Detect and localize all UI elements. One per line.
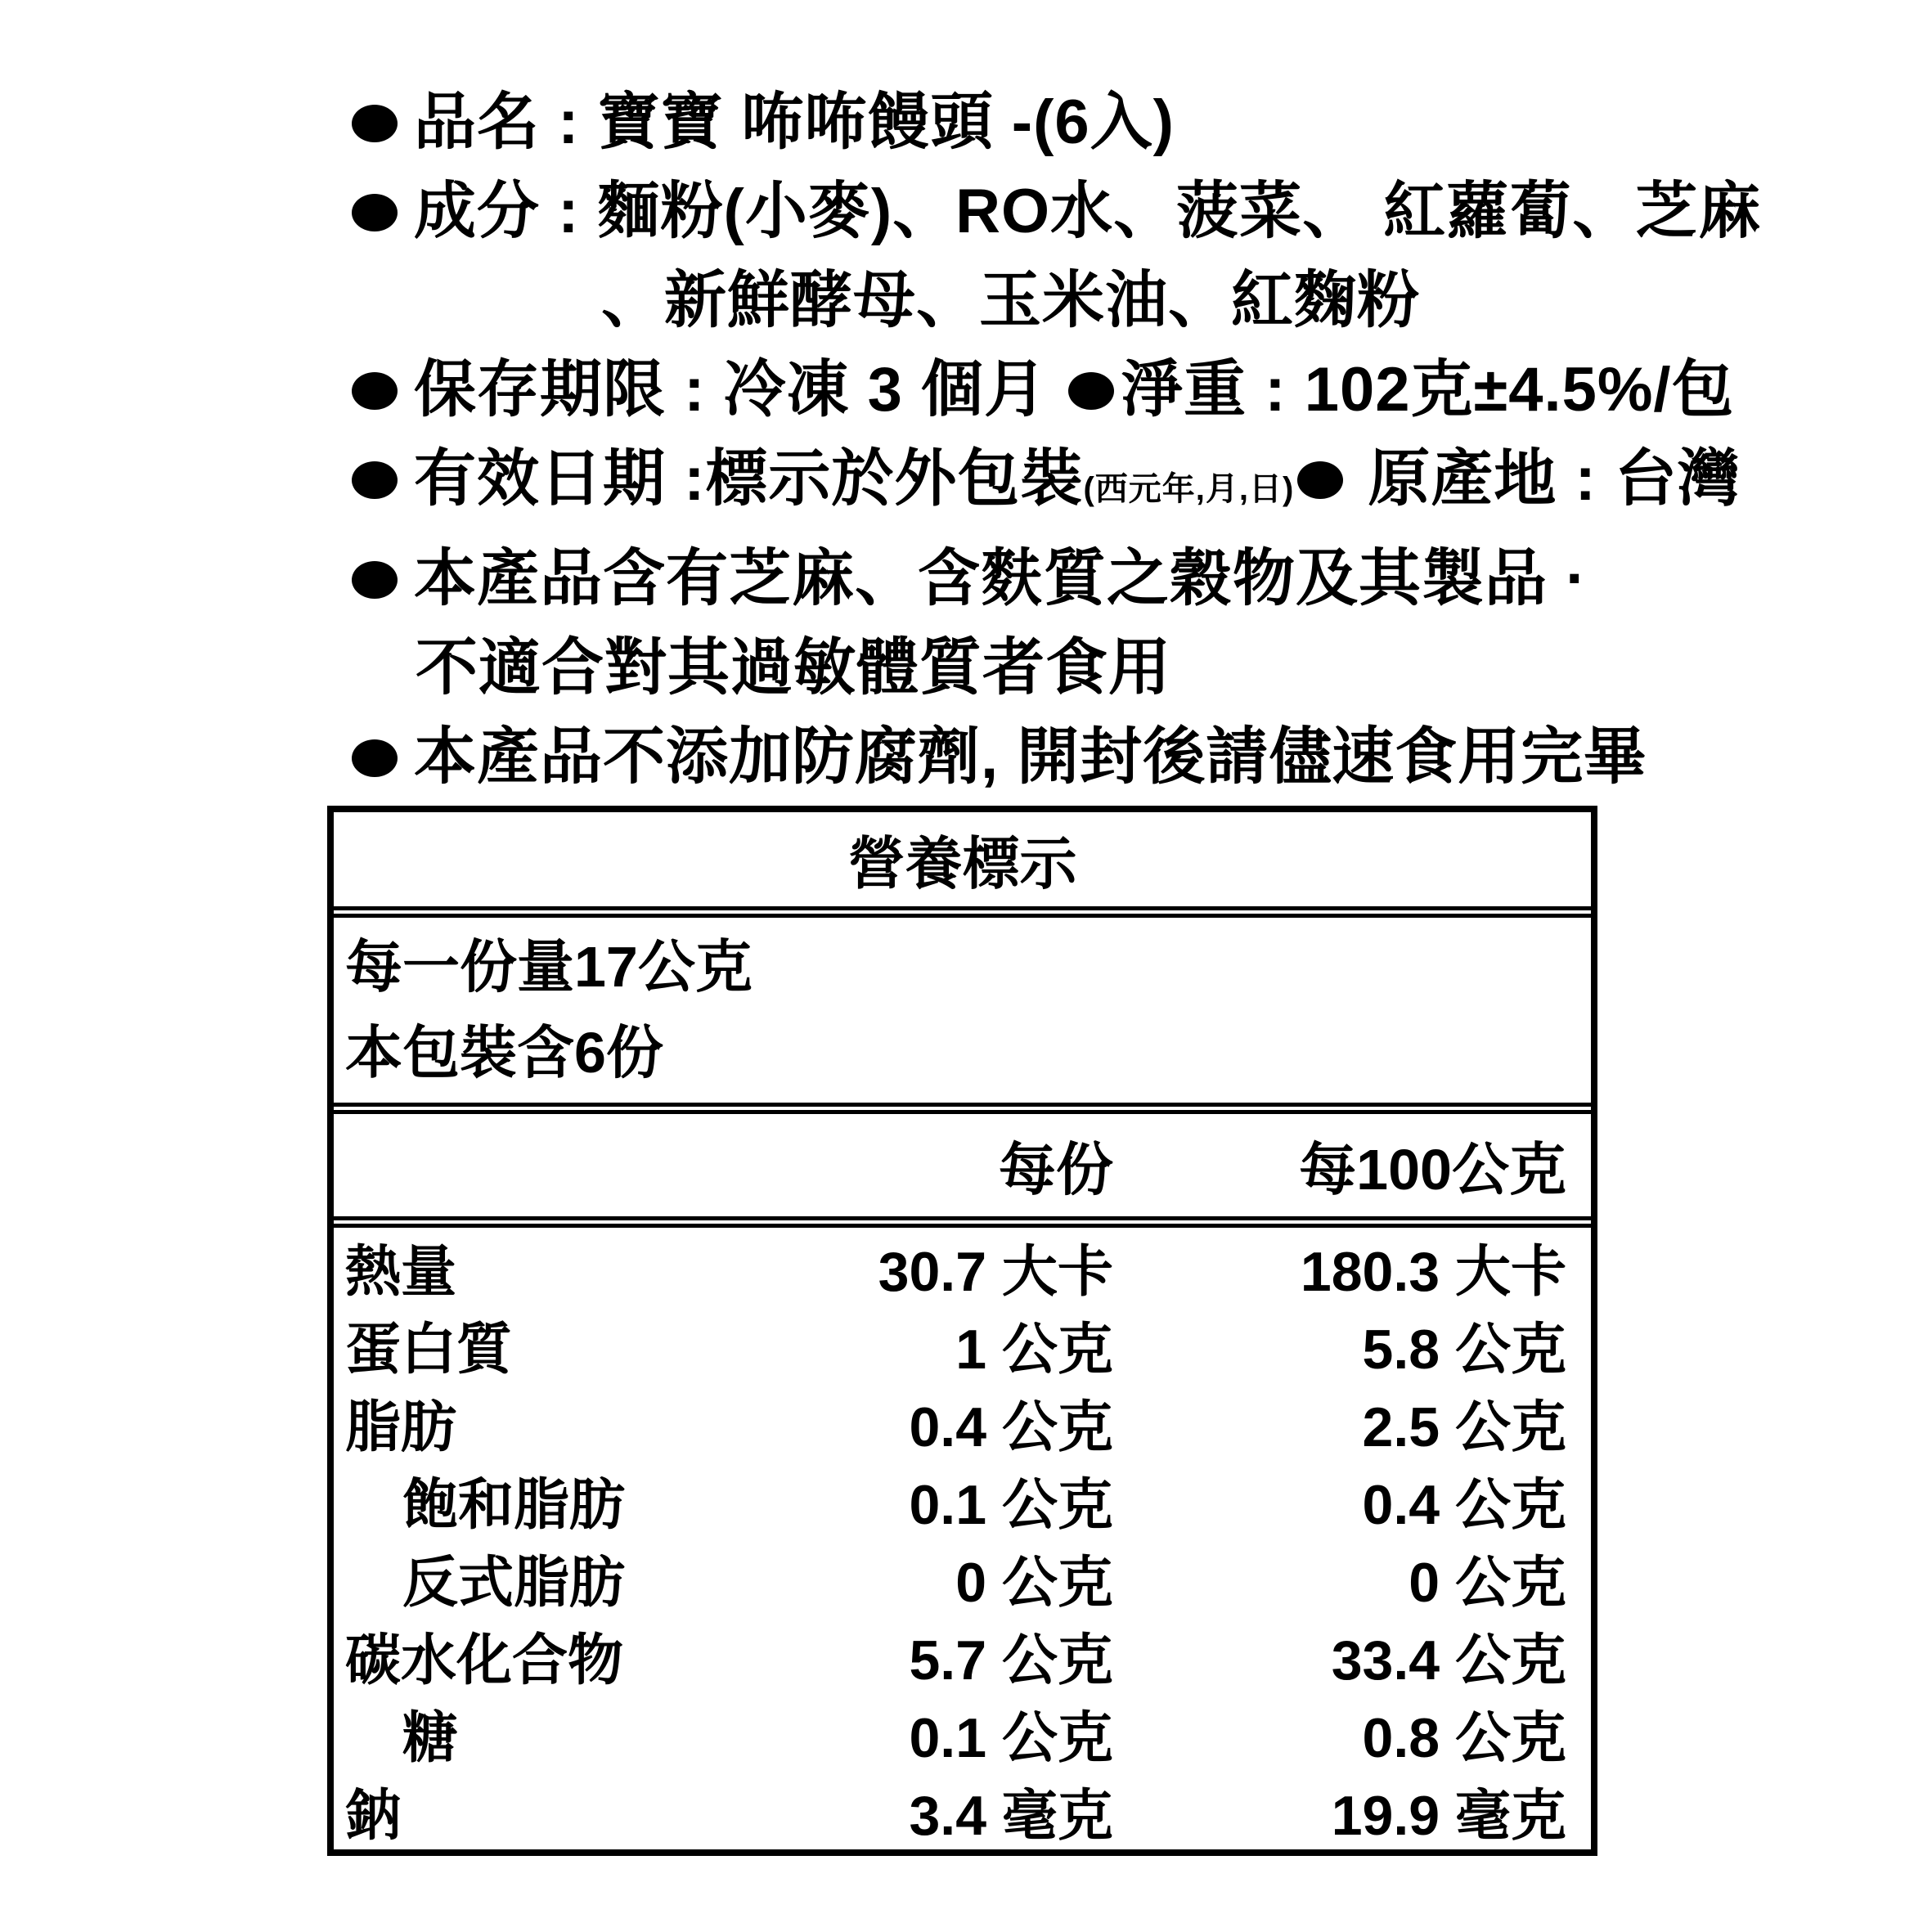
nutrient-per-100g: 5.8 公克 — [1362, 1319, 1566, 1381]
header-per-100g: 每100公克 — [1299, 1138, 1566, 1202]
nutrient-per-100g: 33.4 公克 — [1331, 1629, 1566, 1692]
nutrient-row — [334, 1616, 1591, 1694]
serving-line: 本包裝含6份 — [345, 1021, 663, 1085]
info-text: 不適合對其過敏體質者食用 — [416, 633, 1171, 703]
nutrient-per-100g: 180.3 大卡 — [1300, 1241, 1566, 1303]
nutrition-title-text: 營養標示 — [847, 832, 1077, 896]
info-line — [352, 167, 1761, 256]
info-text: 有效日期 :標示於外包裝 — [414, 444, 1084, 514]
bullet-icon — [352, 461, 398, 499]
info-line — [352, 712, 1761, 802]
bullet-icon — [352, 739, 398, 777]
nutrient-per-100g: 2.5 公克 — [1362, 1396, 1566, 1458]
nutrient-per-serving: 1 公克 — [955, 1319, 1113, 1381]
nutrient-label: 糖 — [402, 1707, 459, 1769]
nutrient-row — [334, 1305, 1591, 1383]
header-per-serving: 每份 — [998, 1138, 1113, 1202]
info-text-small: (西元年,月,日) — [1083, 471, 1295, 507]
product-info-list — [352, 78, 1761, 802]
nutrient-row — [334, 1461, 1591, 1539]
nutrient-per-serving: 3.4 毫克 — [909, 1785, 1113, 1847]
nutrient-row — [334, 1772, 1591, 1849]
nutrient-per-serving: 0.1 公克 — [909, 1707, 1113, 1769]
nutrient-row — [334, 1539, 1591, 1616]
serving-info-section — [334, 918, 1591, 1114]
nutrient-per-serving: 30.7 大卡 — [878, 1241, 1113, 1303]
nutrition-table-title — [334, 812, 1591, 918]
nutrient-row — [334, 1228, 1591, 1305]
nutrient-per-100g: 19.9 毫克 — [1331, 1785, 1566, 1847]
info-text: 保存期限 : 冷凍 3 個月 — [414, 355, 1066, 425]
info-text: 原產地 : 台灣 — [1350, 444, 1741, 514]
nutrient-label: 脂肪 — [345, 1396, 457, 1458]
info-text: 成分 : 麵粉(小麥)、RO水、菠菜、 紅蘿蔔、芝麻 — [414, 177, 1762, 246]
nutrient-per-100g: 0.4 公克 — [1362, 1474, 1566, 1536]
info-line — [352, 78, 1761, 167]
nutrient-row — [334, 1383, 1591, 1461]
info-line — [352, 256, 1761, 345]
nutrient-per-100g: 0.8 公克 — [1362, 1707, 1566, 1769]
nutrient-label: 熱量 — [345, 1241, 457, 1303]
info-text: 淨重 : 102克±4.5%/包 — [1121, 355, 1735, 425]
bullet-icon — [352, 372, 398, 410]
nutrient-per-serving: 0.1 公克 — [909, 1474, 1113, 1536]
info-text: 品名 : 寶寶 咘咘饅頭 -(6入) — [414, 88, 1175, 157]
nutrient-label: 碳水化合物 — [345, 1629, 624, 1692]
nutrient-row — [334, 1694, 1591, 1772]
info-text: 本產品不添加防腐劑, 開封後請儘速食用完畢 — [414, 722, 1647, 792]
nutrition-rows — [334, 1228, 1591, 1849]
nutrient-per-serving: 0 公克 — [955, 1552, 1113, 1614]
nutrient-label: 鈉 — [345, 1785, 402, 1847]
nutrient-label: 反式脂肪 — [402, 1552, 626, 1614]
info-text: 本產品含有芝麻、含麩質之穀物及其製品 · — [414, 544, 1588, 613]
nutrition-table — [327, 806, 1597, 1856]
nutrition-column-headers — [334, 1114, 1591, 1228]
info-line — [352, 434, 1761, 534]
serving-line: 每一份量17公克 — [345, 935, 753, 999]
info-text: 、新鮮酵母、玉米油、紅麴粉 — [601, 266, 1420, 335]
bullet-icon — [352, 105, 398, 142]
info-line — [352, 534, 1761, 623]
nutrient-per-serving: 0.4 公克 — [909, 1396, 1113, 1458]
bullet-icon — [1068, 372, 1114, 410]
nutrient-label: 蛋白質 — [345, 1319, 513, 1381]
nutrient-per-serving: 5.7 公克 — [909, 1629, 1113, 1692]
nutrient-per-100g: 0 公克 — [1409, 1552, 1566, 1614]
info-line — [352, 623, 1761, 712]
bullet-icon — [352, 561, 398, 599]
nutrient-label: 飽和脂肪 — [402, 1474, 626, 1536]
info-line — [352, 345, 1761, 434]
bullet-icon — [352, 194, 398, 231]
bullet-icon — [1297, 461, 1343, 499]
